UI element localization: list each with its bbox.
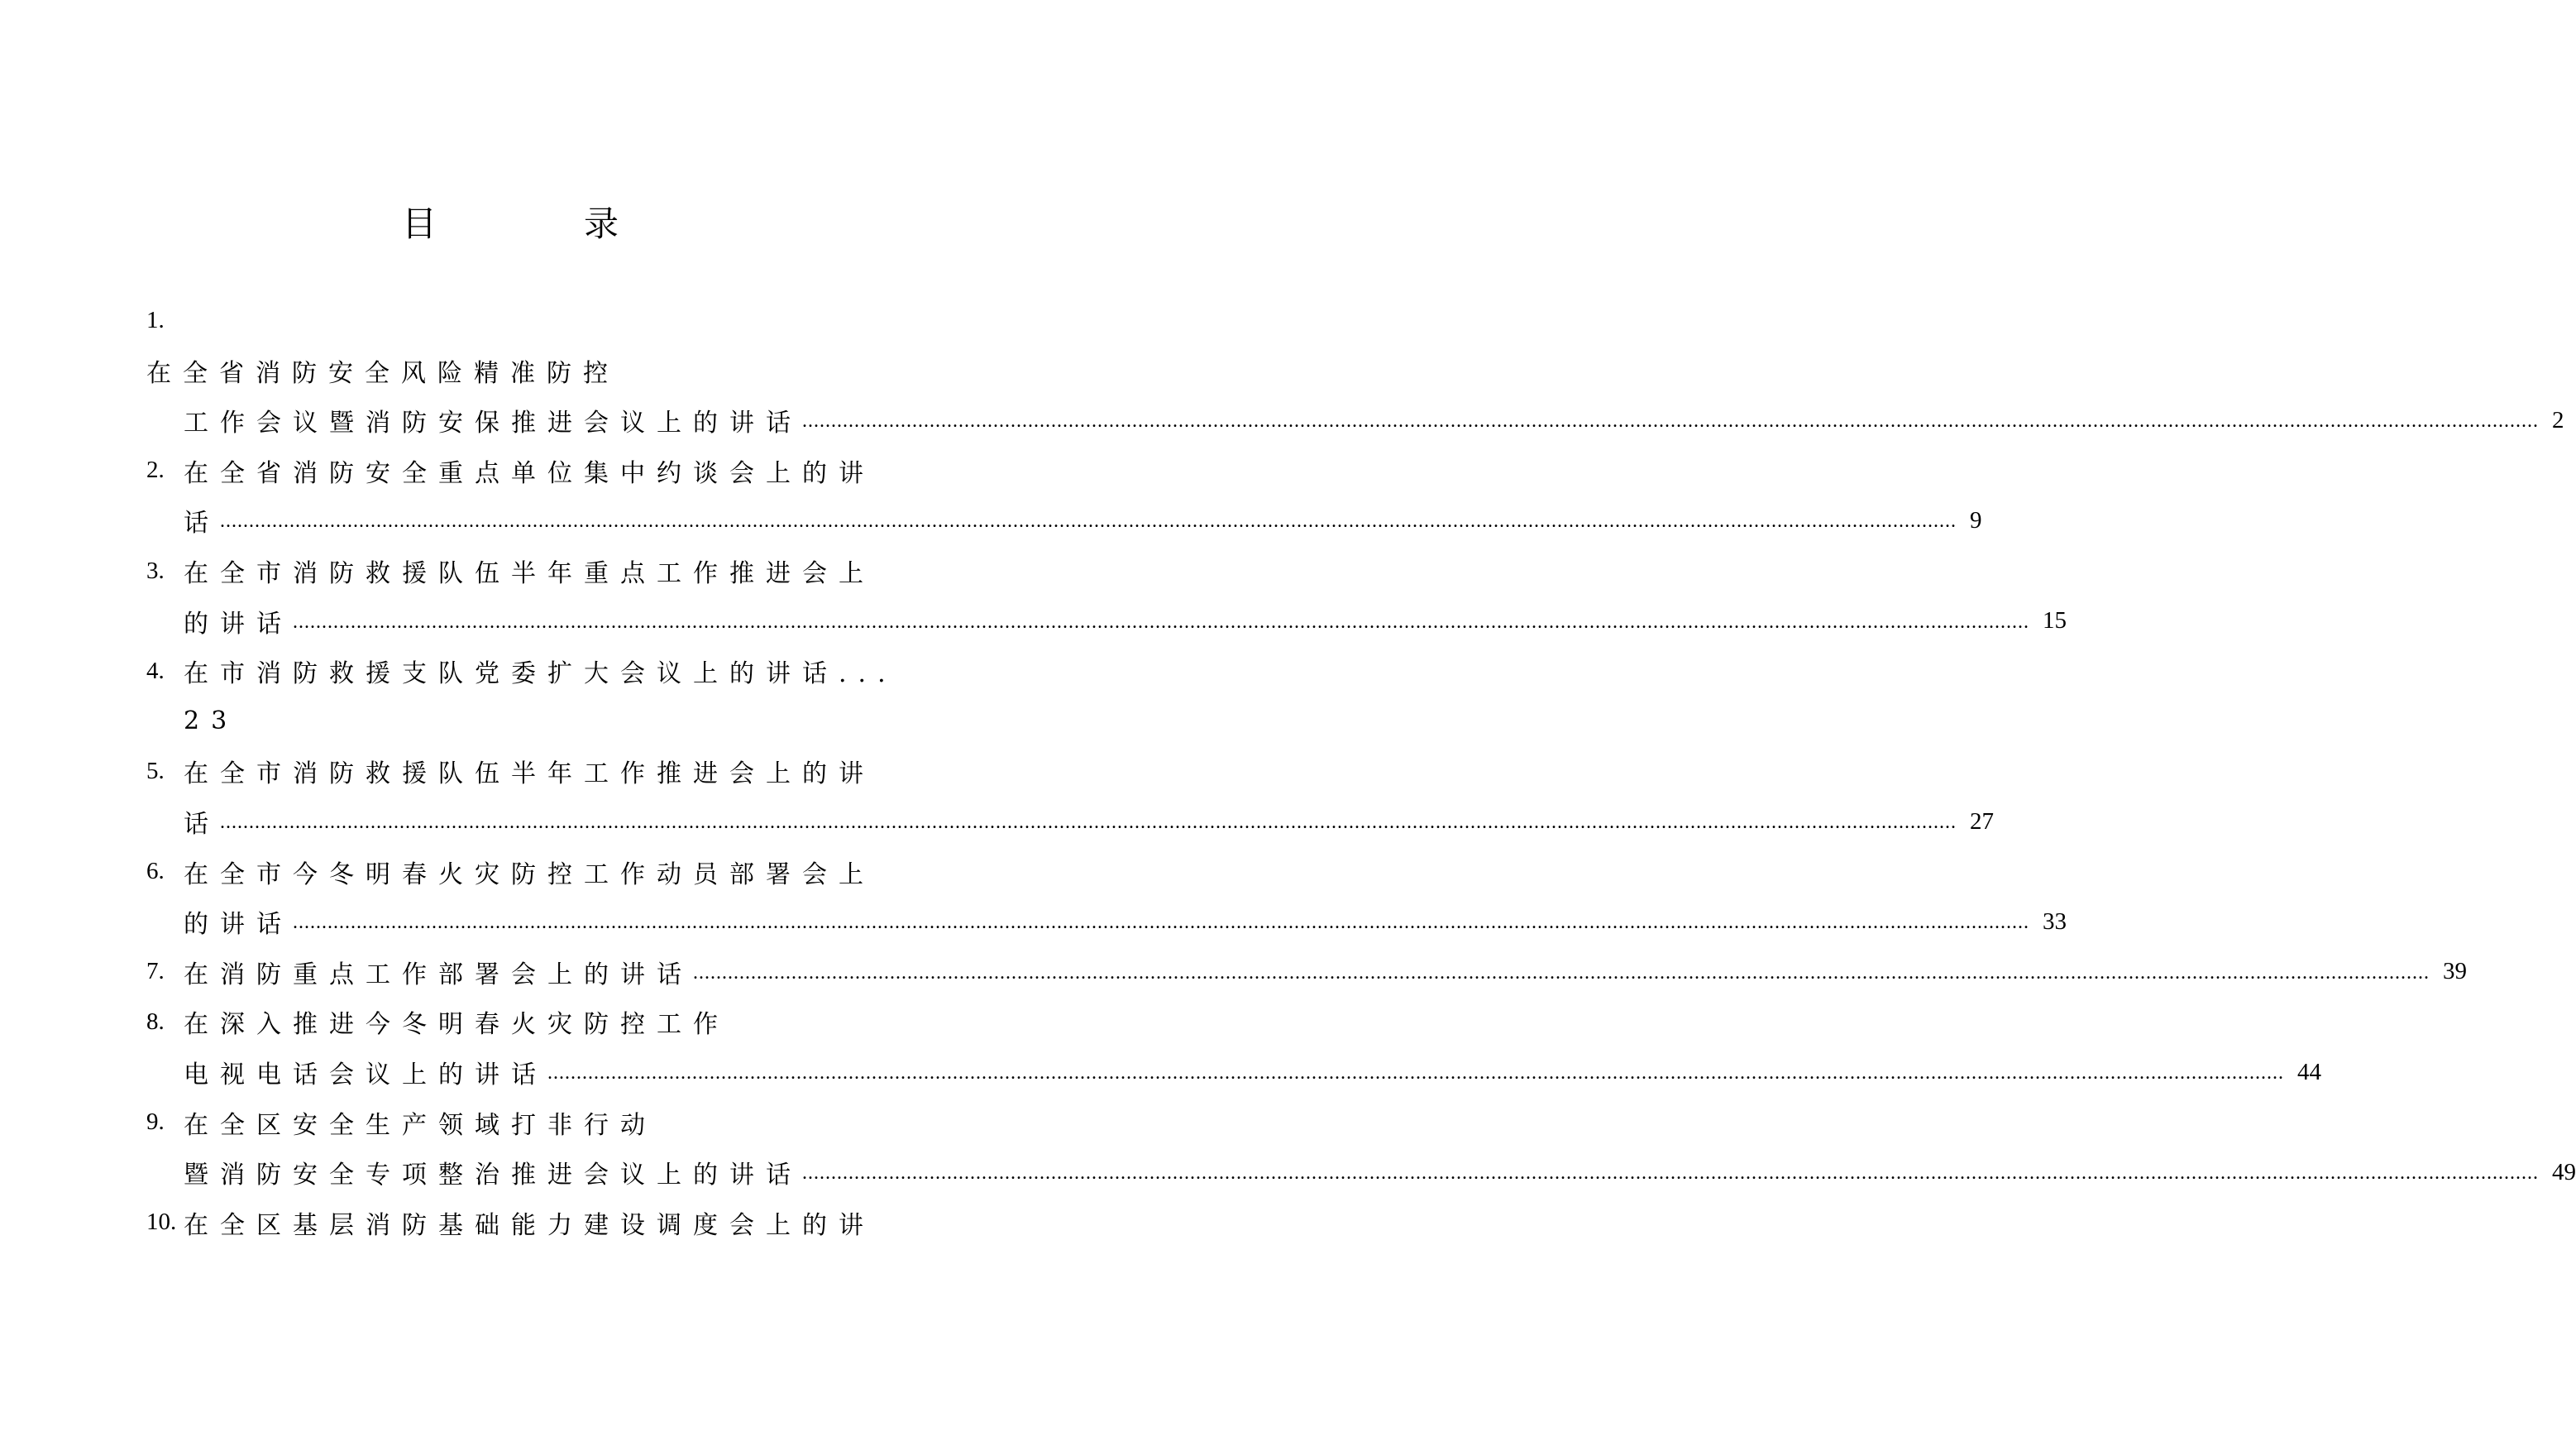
page-number: 27 (1970, 807, 1994, 835)
toc-entry-link[interactable] (146, 901, 2067, 942)
entry-title: 在深入推进今冬明春火灾防控工作 (184, 1010, 729, 1040)
toc-line (146, 550, 886, 591)
entry-number: 4. (146, 657, 165, 684)
toc-line (146, 851, 886, 893)
entry-number: 6. (146, 858, 165, 885)
entry-number: 10. (146, 1209, 177, 1236)
dot-leader: ............................................................................................................................................................................................................................................................................................................ (293, 912, 2029, 934)
toc-line (146, 1001, 886, 1042)
entry-title: 在全区安全生产领域打非行动 (184, 1110, 657, 1140)
entry-title: 在全省消防安全重点单位集中约谈会上的讲 (184, 458, 875, 488)
entry-title: 在全省消防安全风险精准防控 (146, 358, 619, 388)
toc-entry-link[interactable] (146, 1152, 2576, 1193)
entry-number: 1. (146, 306, 165, 333)
toc-title: 目 录 (401, 203, 675, 244)
toc-line (146, 1102, 886, 1143)
entry-title: 的讲话 (184, 609, 293, 639)
page-number: 44 (2297, 1058, 2321, 1085)
entry-title: 在全区基层消防基础能力建设调度会上的讲 (184, 1210, 875, 1240)
entry-title: 暨消防安全专项整治推进会议上的讲话 (184, 1161, 802, 1190)
toc-entry-link[interactable] (146, 1051, 2321, 1093)
toc-line (146, 350, 886, 391)
toc-line (146, 450, 886, 491)
entry-number: 8. (146, 1008, 165, 1035)
entry-title: 在市消防救援支队党委扩大会议上的讲话... (184, 659, 897, 689)
dot-leader: ............................................................................................................................................................................................................................................................................................................ (220, 510, 1957, 533)
page-number: 33 (2043, 907, 2067, 935)
entry-title: 23 (184, 706, 239, 736)
toc-entry-link[interactable] (146, 951, 2467, 993)
toc-entry-link[interactable] (146, 801, 1994, 842)
entry-number: 9. (146, 1108, 165, 1136)
page-number: 15 (2043, 607, 2067, 634)
page-number: 9 (1970, 506, 1982, 534)
page-number: 2 (2552, 406, 2564, 433)
entry-number: 2. (146, 457, 165, 484)
toc-line (146, 750, 886, 792)
toc-line (146, 701, 886, 742)
page-number: 39 (2443, 958, 2467, 985)
dot-leader: ............................................................................................................................................................................................................................................................................................................ (293, 610, 2029, 633)
dot-leader: ............................................................................................................................................................................................................................................................................................................ (693, 961, 2430, 984)
entry-number: 7. (146, 958, 165, 985)
toc-line (146, 1202, 886, 1243)
toc-entry-link[interactable] (146, 601, 2067, 642)
entry-number: 5. (146, 757, 165, 784)
entry-title: 在消防重点工作部署会上的讲话 (184, 960, 693, 989)
toc-entry-link[interactable] (146, 400, 2564, 441)
toc-line (146, 650, 897, 692)
entry-title: 工作会议暨消防安保推进会议上的讲话 (184, 409, 802, 438)
entry-title: 的讲话 (184, 910, 293, 940)
dot-leader: ............................................................................................................................................................................................................................................................................................................ (220, 812, 1957, 833)
entry-title: 在全市消防救援队伍半年重点工作推进会上 (184, 559, 875, 588)
entry-title: 话 (184, 509, 220, 539)
dot-leader: ............................................................................................................................................................................................................................................................................................................ (802, 410, 2539, 433)
toc-entry-link[interactable] (146, 500, 1982, 541)
entry-title: 电视电话会议上的讲话 (184, 1061, 547, 1089)
page-number: 49 (2552, 1158, 2576, 1185)
dot-leader: ............................................................................................................................................................................................................................................................................................................ (547, 1062, 2284, 1084)
entry-title: 话 (184, 810, 220, 839)
entry-title: 在全市消防救援队伍半年工作推进会上的讲 (184, 759, 875, 789)
entry-number: 3. (146, 557, 165, 584)
toc-line (146, 299, 886, 341)
dot-leader: ............................................................................................................................................................................................................................................................................................................ (802, 1162, 2539, 1185)
entry-title: 在全市今冬明春火灾防控工作动员部署会上 (184, 859, 875, 889)
